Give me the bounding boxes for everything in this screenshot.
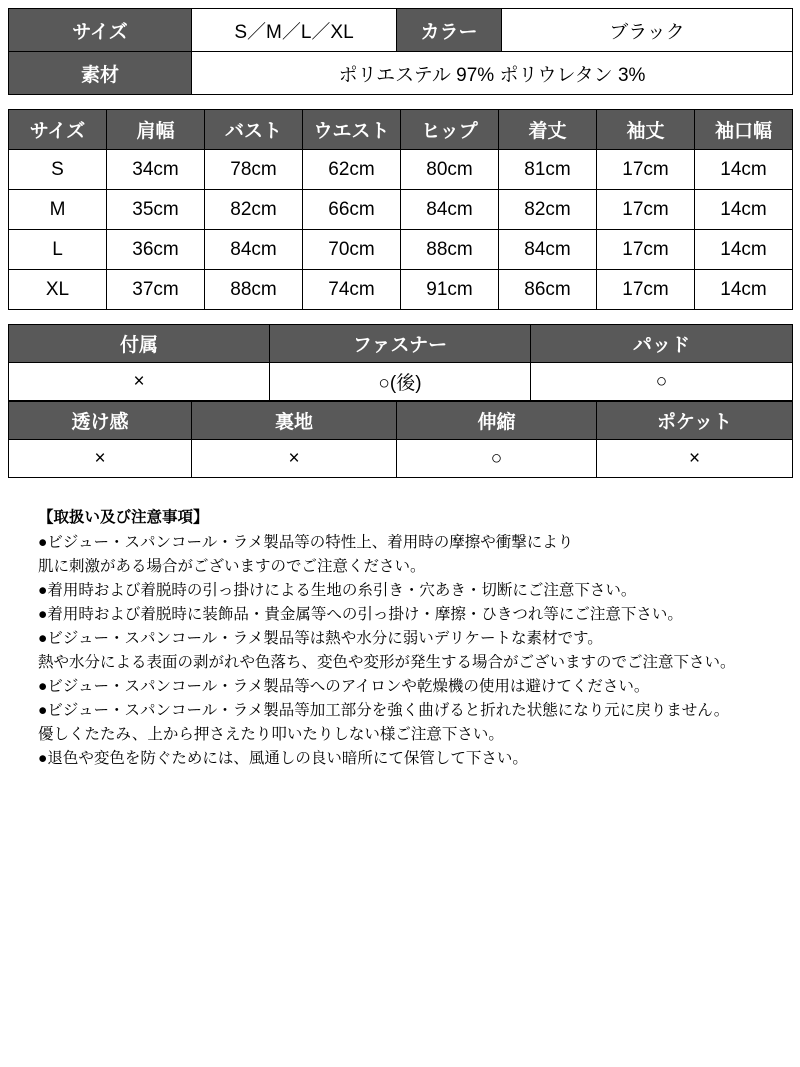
feature-value-sheerness: × <box>9 440 192 478</box>
care-note-line: ●着用時および着脱時に装飾品・貴金属等への引っ掛け・摩擦・ひきつれ等にご注意下さい。 <box>38 606 683 624</box>
size-cell: 78cm <box>205 150 303 190</box>
feature-value-lining: × <box>192 440 397 478</box>
feature-header-attachment: 付属 <box>9 325 270 363</box>
spec-label-material: 素材 <box>9 52 192 95</box>
size-cell: L <box>9 230 107 270</box>
table-header-row <box>9 325 793 363</box>
size-col-header: バスト <box>205 110 303 150</box>
table-row <box>9 9 793 52</box>
size-measurement-table <box>8 109 793 310</box>
size-cell: 86cm <box>499 270 597 310</box>
table-row <box>9 52 793 95</box>
spec-value-color: ブラック <box>502 9 793 52</box>
size-cell: 14cm <box>695 150 793 190</box>
size-cell: 84cm <box>499 230 597 270</box>
size-cell: 36cm <box>107 230 205 270</box>
feature-header-stretch: 伸縮 <box>397 402 597 440</box>
size-cell: 88cm <box>401 230 499 270</box>
size-cell: 80cm <box>401 150 499 190</box>
size-cell: 17cm <box>597 190 695 230</box>
table-header-row <box>9 402 793 440</box>
table-header-row <box>9 110 793 150</box>
feature-header-lining: 裏地 <box>192 402 397 440</box>
size-cell: 17cm <box>597 150 695 190</box>
size-cell: 84cm <box>205 230 303 270</box>
feature-header-pocket: ポケット <box>597 402 793 440</box>
table-row <box>9 363 793 401</box>
size-cell: 14cm <box>695 190 793 230</box>
care-note-line: ●ビジュー・スパンコール・ラメ製品等加工部分を強く曲げると折れた状態になり元に戻りません。 <box>38 702 730 720</box>
size-cell: 35cm <box>107 190 205 230</box>
size-col-header: 肩幅 <box>107 110 205 150</box>
care-note-line: ●ビジュー・スパンコール・ラメ製品等へのアイロンや乾燥機の使用は避けてください。 <box>38 678 650 696</box>
spec-table <box>8 8 793 95</box>
care-note-line: 優しくたたみ、上から押さえたり叩いたりしない様ご注意下さい。 <box>38 726 504 744</box>
size-cell: 14cm <box>695 230 793 270</box>
size-cell: 74cm <box>303 270 401 310</box>
care-note-line: 肌に刺激がある場合がございますのでご注意ください。 <box>38 558 426 576</box>
care-note-line: ●ビジュー・スパンコール・ラメ製品等は熱や水分に弱いデリケートな素材です。 <box>38 630 603 648</box>
size-cell: 91cm <box>401 270 499 310</box>
care-note-line: ●ビジュー・スパンコール・ラメ製品等の特性上、着用時の摩擦や衝撃により <box>38 534 574 552</box>
table-row <box>9 150 793 190</box>
size-cell: S <box>9 150 107 190</box>
care-note-line: 熱や水分による表面の剥がれや色落ち、変色や変形が発生する場合がございますのでご注意下さい。 <box>38 654 736 672</box>
care-note-line: ●退色や変色を防ぐためには、風通しの良い暗所にて保管して下さい。 <box>38 750 528 768</box>
spec-value-size: S／M／L／XL <box>192 9 397 52</box>
table-row <box>9 440 793 478</box>
feature-value-zipper: ○(後) <box>270 363 531 401</box>
size-cell: 82cm <box>205 190 303 230</box>
size-cell: 37cm <box>107 270 205 310</box>
size-cell: M <box>9 190 107 230</box>
size-cell: 82cm <box>499 190 597 230</box>
table-row <box>9 190 793 230</box>
spec-label-size: サイズ <box>9 9 192 52</box>
table-row <box>9 230 793 270</box>
size-cell: XL <box>9 270 107 310</box>
size-cell: 17cm <box>597 270 695 310</box>
feature-value-pad: ○ <box>531 363 793 401</box>
feature-header-pad: パッド <box>531 325 793 363</box>
size-cell: 70cm <box>303 230 401 270</box>
table-row <box>9 270 793 310</box>
feature-header-sheerness: 透け感 <box>9 402 192 440</box>
size-col-header: サイズ <box>9 110 107 150</box>
size-col-header: 袖口幅 <box>695 110 793 150</box>
size-cell: 81cm <box>499 150 597 190</box>
size-col-header: ヒップ <box>401 110 499 150</box>
size-col-header: ウエスト <box>303 110 401 150</box>
care-note-line: ●着用時および着脱時の引っ掛けによる生地の糸引き・穴あき・切断にご注意下さい。 <box>38 582 637 600</box>
feature-header-zipper: ファスナー <box>270 325 531 363</box>
feature-value-attachment: × <box>9 363 270 401</box>
size-col-header: 袖丈 <box>597 110 695 150</box>
care-notes-title: 【取扱い及び注意事項】 <box>38 509 209 526</box>
size-cell: 84cm <box>401 190 499 230</box>
feature-table-properties <box>8 401 793 478</box>
size-cell: 14cm <box>695 270 793 310</box>
feature-table-accessories <box>8 324 793 401</box>
care-notes <box>8 506 792 771</box>
spec-value-material: ポリエステル 97% ポリウレタン 3% <box>192 52 793 95</box>
size-cell: 88cm <box>205 270 303 310</box>
size-cell: 34cm <box>107 150 205 190</box>
size-cell: 66cm <box>303 190 401 230</box>
size-cell: 62cm <box>303 150 401 190</box>
feature-value-pocket: × <box>597 440 793 478</box>
size-cell: 17cm <box>597 230 695 270</box>
feature-value-stretch: ○ <box>397 440 597 478</box>
spec-label-color: カラー <box>397 9 502 52</box>
size-col-header: 着丈 <box>499 110 597 150</box>
